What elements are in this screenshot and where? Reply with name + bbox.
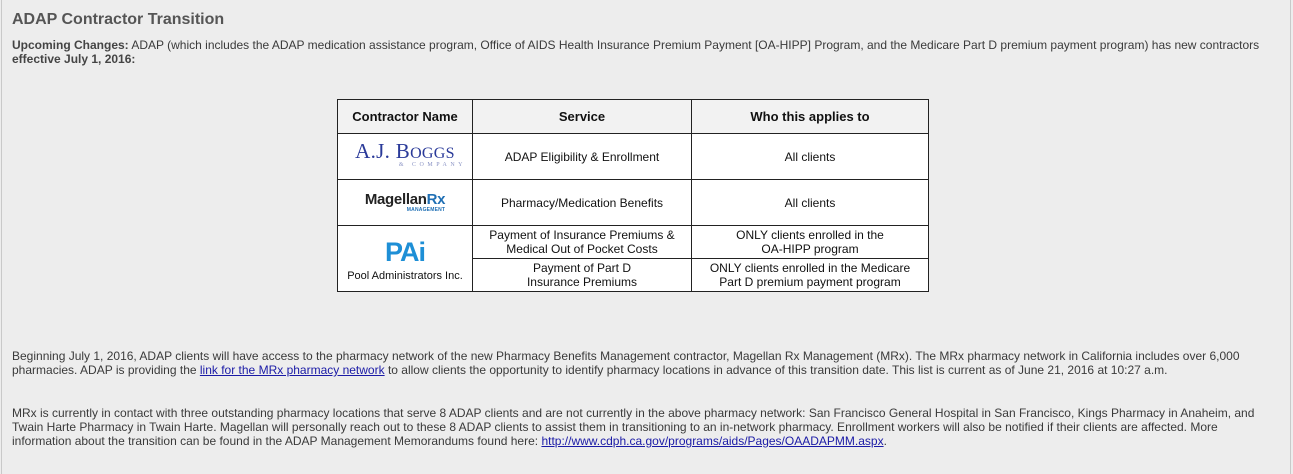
- paragraph1-text-after: to allow clients the opportunity to identify pharmacy locations in advance of this transition date. This list is current as of June 21, 2016 at 10:27 a.m.: [384, 363, 1168, 377]
- paragraph2-text-before: MRx is currently in contact with three outstanding pharmacy locations that serve 8 ADAP clients and are not currently in the above pharmacy network: San Francisco General Hospital in San Francisco, Kings Pharmacy in Anaheim, and Twain Harte Pharmacy in Twain Harte. Magellan will personally reach out to these 8 ADAP clients to assist them in transitioning to an in-network pharmacy. Enrollment workers will also be notified if their clients are affected. More information about the transition can be found in the ADAP Management Memorandums found here:: [12, 406, 1255, 448]
- pai-service1-line2: Medical Out of Pocket Costs: [506, 242, 658, 256]
- table-row-pai-1: [338, 226, 929, 259]
- pai-applies-oahipp: [692, 226, 929, 259]
- boggs-logo-smallcaps: OGGS: [410, 145, 455, 162]
- boggs-logo-cell: [338, 134, 473, 180]
- paragraph2-text-after: .: [883, 434, 887, 448]
- outstanding-pharmacies-paragraph: [12, 406, 1280, 448]
- content-area: [12, 10, 1282, 66]
- right-border: [1290, 0, 1291, 474]
- pai-service-partd: [473, 259, 692, 292]
- intro-text: ADAP (which includes the ADAP medication assistance program, Office of AIDS Health Insurance Premium Payment [OA-HIPP] Program, and the Medicare Part D premium payment program) has new contractors: [128, 38, 1260, 52]
- intro-lead: Upcoming Changes:: [12, 38, 129, 52]
- magellan-logo-main: Magellan: [364, 190, 427, 208]
- left-border: [1, 0, 2, 474]
- pai-logo: PAi: [384, 237, 425, 267]
- pai-applies-medicare: [692, 259, 929, 292]
- pai-service2-line1: Payment of Part D: [532, 261, 632, 275]
- intro-paragraph: [12, 38, 1282, 66]
- boggs-logo-main: A.J. B: [355, 139, 411, 163]
- pai-applies1-line2: OA-HIPP program: [761, 242, 859, 256]
- pai-service2-line2: Insurance Premiums: [526, 275, 638, 289]
- boggs-applies: All clients: [692, 134, 929, 180]
- boggs-logo-sub: & COMPANY: [398, 162, 466, 168]
- pai-applies1-line1: ONLY clients enrolled in the: [736, 228, 884, 242]
- pai-service-premiums: [473, 226, 692, 259]
- pai-company-name: Pool Administrators Inc.: [347, 270, 463, 282]
- intro-effective-date: effective July 1, 2016:: [12, 52, 136, 66]
- header-applies-to: Who this applies to: [692, 100, 929, 134]
- pai-logo-cell: [338, 226, 473, 292]
- magellan-logo-rx: Rx: [426, 190, 446, 208]
- magellan-applies: All clients: [692, 180, 929, 226]
- pai-applies2-line1: ONLY clients enrolled in the Medicare: [709, 261, 911, 275]
- header-contractor-name: Contractor Name: [338, 100, 473, 134]
- magellan-logo: [365, 192, 445, 213]
- table-header-row: [338, 100, 929, 134]
- pai-service1-line1: Payment of Insurance Premiums &: [489, 228, 675, 242]
- paragraph1-text-before: Beginning July 1, 2016, ADAP clients will have access to the pharmacy network of the new Pharmacy Benefits Management contractor, Magellan Rx Management (MRx). The MRx pharmacy network in California includes over 6,000 pharmacies. ADAP is providing the: [12, 349, 1240, 377]
- table-row-boggs: [338, 134, 929, 180]
- contractor-table: [337, 99, 929, 292]
- mrx-pharmacy-network-link[interactable]: link for the MRx pharmacy network: [199, 363, 385, 377]
- magellan-logo-sub: MANAGEMENT: [406, 206, 446, 213]
- pharmacy-network-paragraph: [12, 349, 1280, 377]
- boggs-logo: [338, 141, 472, 168]
- table-row-magellan: [338, 180, 929, 226]
- magellan-service: Pharmacy/Medication Benefits: [473, 180, 692, 226]
- boggs-service: ADAP Eligibility & Enrollment: [473, 134, 692, 180]
- adap-memorandums-link[interactable]: http://www.cdph.ca.gov/programs/aids/Pages/OAADAPMM.aspx: [541, 434, 884, 448]
- page-title: ADAP Contractor Transition: [12, 11, 225, 28]
- pai-applies2-line2: Part D premium payment program: [719, 275, 901, 289]
- header-service: Service: [473, 100, 692, 134]
- magellan-logo-cell: [338, 180, 473, 226]
